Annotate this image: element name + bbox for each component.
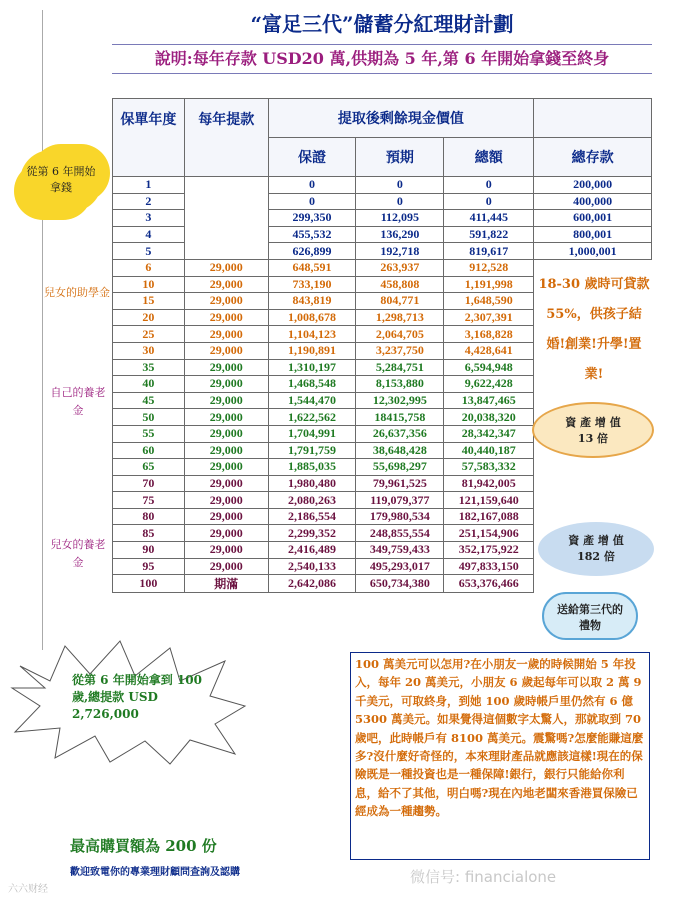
year-cell: 20 [113,309,185,326]
projected-cell: 495,293,017 [356,558,444,575]
projected-cell: 0 [356,193,444,210]
total-cell: 653,376,466 [444,575,534,593]
withdraw-cell: 29,000 [184,558,268,575]
withdraw-empty-cell [184,177,268,260]
year-cell: 80 [113,508,185,525]
withdraw-cell: 期滿 [184,575,268,593]
guaranteed-cell: 1,980,480 [268,475,356,492]
growth-bubble-182x [538,522,654,576]
year-cell: 10 [113,276,185,293]
guaranteed-cell: 1,468,548 [268,376,356,393]
withdraw-cell: 29,000 [184,425,268,442]
deposit-cell: 200,000 [534,177,652,194]
header-year: 保單年度 [113,99,185,177]
deposit-cell: 1,000,001 [534,243,652,260]
guaranteed-cell: 1,544,470 [268,392,356,409]
year-cell: 50 [113,409,185,426]
plan-description: 說明:每年存款 USD20 萬,供期為 5 年,第 6 年開始拿錢至終身 [112,44,652,74]
withdraw-cell: 29,000 [184,259,268,276]
deposit-cell: 600,001 [534,210,652,227]
table-row [113,177,652,194]
year-cell: 65 [113,459,185,476]
label-study-fund: 兒女的助學金 [44,286,110,299]
year-cell: 2 [113,193,185,210]
header-remaining: 提取後剩餘現金價值 [268,99,534,138]
year-cell: 45 [113,392,185,409]
total-cell: 182,167,088 [444,508,534,525]
total-cell: 1,191,998 [444,276,534,293]
total-cell: 40,440,187 [444,442,534,459]
total-cell: 251,154,906 [444,525,534,542]
projected-cell: 112,095 [356,210,444,227]
guaranteed-cell: 0 [268,193,356,210]
guaranteed-cell: 2,186,554 [268,508,356,525]
total-cell: 411,445 [444,210,534,227]
year-cell: 30 [113,342,185,359]
year-cell: 75 [113,492,185,509]
guaranteed-cell: 299,350 [268,210,356,227]
bubble-182x-line1: 資 產 增 值 [568,534,624,547]
withdraw-cell: 29,000 [184,276,268,293]
header-guaranteed: 保證 [268,138,356,177]
total-cell: 20,038,320 [444,409,534,426]
projected-cell: 18415,758 [356,409,444,426]
year-cell: 90 [113,542,185,559]
total-cell: 0 [444,177,534,194]
growth-bubble-13x [532,402,654,458]
starburst-text: 從第 6 年開始拿到 100 歲,總提款 USD 2,726,000 [72,673,202,721]
header-total: 總額 [444,138,534,177]
projected-cell: 55,698,297 [356,459,444,476]
wechat-watermark: 微信号: financialone [410,868,557,886]
projected-cell: 349,759,433 [356,542,444,559]
page-frame-line [42,10,43,650]
withdraw-cell: 29,000 [184,359,268,376]
total-cell: 6,594,948 [444,359,534,376]
guaranteed-cell: 1,008,678 [268,309,356,326]
cloud-note: 從第 6 年開始拿錢 [26,165,96,194]
total-cell: 912,528 [444,259,534,276]
year-cell: 60 [113,442,185,459]
guaranteed-cell: 1,885,035 [268,459,356,476]
withdraw-cell: 29,000 [184,459,268,476]
withdraw-cell: 29,000 [184,376,268,393]
total-cell: 2,307,391 [444,309,534,326]
total-cell: 4,428,641 [444,342,534,359]
year-cell: 15 [113,293,185,310]
label-children-pension: 兒女的養老金 [50,538,106,569]
header-withdraw: 每年提款 [184,99,268,177]
total-cell: 1,648,590 [444,293,534,310]
year-cell: 25 [113,326,185,343]
bubble-182x-line2: 182 倍 [577,550,615,563]
guaranteed-cell: 1,791,759 [268,442,356,459]
projected-cell: 263,937 [356,259,444,276]
guaranteed-cell: 1,622,562 [268,409,356,426]
guaranteed-cell: 0 [268,177,356,194]
guaranteed-cell: 1,190,891 [268,342,356,359]
withdraw-cell: 29,000 [184,326,268,343]
year-cell: 40 [113,376,185,393]
header-projected: 預期 [356,138,444,177]
total-cell: 352,175,922 [444,542,534,559]
guaranteed-cell: 1,310,197 [268,359,356,376]
projected-cell: 458,808 [356,276,444,293]
projected-cell: 3,237,750 [356,342,444,359]
projected-cell: 804,771 [356,293,444,310]
projected-cell: 79,961,525 [356,475,444,492]
withdraw-cell: 29,000 [184,475,268,492]
bubble-13x-line2: 13 倍 [577,432,609,445]
withdraw-cell: 29,000 [184,525,268,542]
projected-cell: 0 [356,177,444,194]
page-title: “富足三代”儲蓄分紅理財計劃 [250,12,514,36]
withdraw-cell: 29,000 [184,392,268,409]
year-cell: 6 [113,259,185,276]
guaranteed-cell: 733,190 [268,276,356,293]
year-cell: 85 [113,525,185,542]
guaranteed-cell: 843,819 [268,293,356,310]
withdraw-cell: 29,000 [184,309,268,326]
withdraw-cell: 29,000 [184,442,268,459]
year-cell: 35 [113,359,185,376]
total-cell: 9,622,428 [444,376,534,393]
year-cell: 70 [113,475,185,492]
guaranteed-cell: 2,540,133 [268,558,356,575]
total-cell: 3,168,828 [444,326,534,343]
guaranteed-cell: 2,416,489 [268,542,356,559]
projected-cell: 136,290 [356,226,444,243]
total-cell: 81,942,005 [444,475,534,492]
total-cell: 591,822 [444,226,534,243]
advisor-note: 歡迎致電你的專業理財顧問查詢及認購 [70,867,240,878]
label-self-pension: 自己的養老金 [50,386,106,417]
story-box: 100 萬美元可以怎用?在小朋友一歲的時候開始 5 年投入，每年 20 萬美元，小朋友 6 歲起每年可以取 2 萬 9 千美元，可取終身，到她 100 歲時帳戶里仍然有 6 億 5300 萬美元。如果覺得這個數字太驚人，那就取到 70 歲吧，此時帳戶有 8100 萬美元。震驚嗎?怎麼能賺這麼多?沒什麼好奇怪的，本來理財產品就應該這樣!現在的保險既是一種投資也是一種保障!銀行，銀行只能給你利息，給不了其他，明白嗎?現在內地老闆來香港買保險已經成為一種趨勢。 [350,652,650,860]
projected-cell: 179,980,534 [356,508,444,525]
guaranteed-cell: 648,591 [268,259,356,276]
projected-cell: 119,079,377 [356,492,444,509]
year-cell: 95 [113,558,185,575]
projected-cell: 12,302,995 [356,392,444,409]
withdraw-cell: 29,000 [184,492,268,509]
projected-cell: 2,064,705 [356,326,444,343]
projected-cell: 1,298,713 [356,309,444,326]
total-cell: 0 [444,193,534,210]
guaranteed-cell: 2,299,352 [268,525,356,542]
guaranteed-cell: 1,704,991 [268,425,356,442]
total-cell: 121,159,640 [444,492,534,509]
projected-cell: 26,637,356 [356,425,444,442]
total-cell: 13,847,465 [444,392,534,409]
withdraw-cell: 29,000 [184,342,268,359]
guaranteed-cell: 455,532 [268,226,356,243]
purchase-limit: 最高購買額為 200 份 [70,837,217,855]
withdraw-cell: 29,000 [184,542,268,559]
guaranteed-cell: 626,899 [268,243,356,260]
guaranteed-cell: 2,080,263 [268,492,356,509]
year-cell: 55 [113,425,185,442]
year-cell: 4 [113,226,185,243]
year-cell: 3 [113,210,185,227]
projected-cell: 248,855,554 [356,525,444,542]
year-cell: 100 [113,575,185,593]
projected-cell: 38,648,428 [356,442,444,459]
gift-bubble: 送給第三代的禮物 [542,592,638,640]
projected-cell: 8,153,880 [356,376,444,393]
deposit-cell: 400,000 [534,193,652,210]
deposit-cell: 800,001 [534,226,652,243]
total-cell: 497,833,150 [444,558,534,575]
withdraw-cell: 29,000 [184,293,268,310]
projected-cell: 650,734,380 [356,575,444,593]
total-cell: 28,342,347 [444,425,534,442]
year-cell: 5 [113,243,185,260]
projected-cell: 192,718 [356,243,444,260]
bubble-13x-line1: 資 產 增 值 [565,416,621,429]
withdraw-cell: 29,000 [184,409,268,426]
guaranteed-cell: 2,642,086 [268,575,356,593]
brand-watermark: 六六财经 [8,884,48,895]
total-cell: 57,583,332 [444,459,534,476]
year-cell: 1 [113,177,185,194]
guaranteed-cell: 1,104,123 [268,326,356,343]
header-deposit: 總存款 [534,138,652,177]
loan-note: 18-30 歲時可貸款 55%，供孩子結婚!創業!升學!置業! [538,277,650,382]
total-cell: 819,617 [444,243,534,260]
projected-cell: 5,284,751 [356,359,444,376]
withdraw-cell: 29,000 [184,508,268,525]
header-blank [534,99,652,138]
